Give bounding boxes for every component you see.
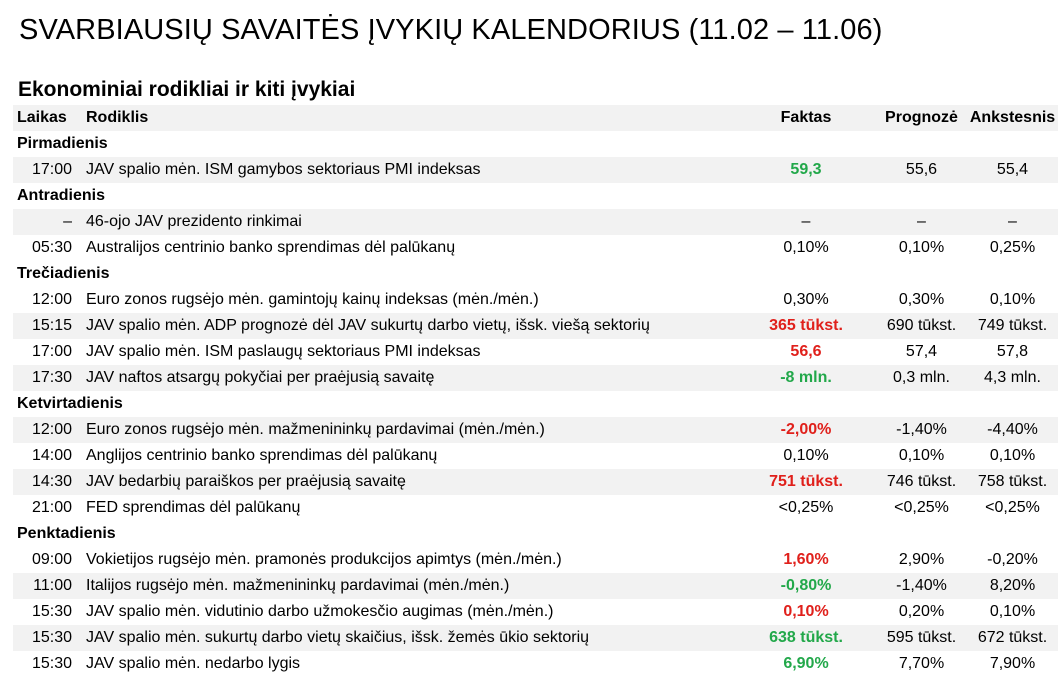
- event-forecast: 690 tūkst.: [886, 317, 957, 334]
- calendar-table: [13, 105, 1058, 677]
- table-header: [13, 105, 1058, 131]
- event-time: 17:00: [31, 343, 72, 360]
- event-indicator: JAV spalio mėn. ISM gamybos sektoriaus PMI indeksas: [86, 161, 481, 178]
- event-time: 12:00: [31, 291, 72, 308]
- event-indicator: JAV naftos atsargų pokyčiai per praėjusią savaitę: [86, 369, 435, 386]
- event-time: 15:30: [31, 603, 72, 620]
- event-forecast: 7,70%: [898, 655, 945, 672]
- table-row: [13, 417, 1058, 443]
- table-row: [13, 339, 1058, 365]
- table-row: [13, 469, 1058, 495]
- event-previous: -0,20%: [987, 551, 1038, 568]
- event-forecast: 57,4: [905, 343, 938, 360]
- event-forecast: 0,3 mln.: [893, 369, 950, 386]
- event-time: 12:00: [31, 421, 72, 438]
- event-previous: 0,25%: [989, 239, 1036, 256]
- table-row: [13, 573, 1058, 599]
- event-time: 21:00: [31, 499, 72, 516]
- header-previous: Ankstesnis: [969, 109, 1056, 126]
- event-fact: -8 mln.: [780, 369, 832, 386]
- event-previous: 7,90%: [989, 655, 1036, 672]
- event-previous: 0,10%: [989, 447, 1036, 464]
- event-time: 05:30: [31, 239, 72, 256]
- table-row: [13, 651, 1058, 677]
- day-row: [13, 261, 1058, 287]
- table-row: [13, 313, 1058, 339]
- table-body: [13, 131, 1058, 677]
- event-time: 17:00: [31, 161, 72, 178]
- event-indicator: JAV spalio mėn. sukurtų darbo vietų skaičius, išsk. žemės ūkio sektorių: [86, 629, 590, 646]
- event-indicator: JAV spalio mėn. nedarbo lygis: [86, 655, 301, 672]
- event-forecast: 2,90%: [898, 551, 945, 568]
- event-indicator: Euro zonos rugsėjo mėn. mažmenininkų pardavimai (mėn./mėn.): [86, 421, 545, 438]
- table-row: [13, 365, 1058, 391]
- section-title: Ekonominiai rodikliai ir kiti įvykiai: [18, 78, 356, 101]
- event-time: 15:30: [31, 655, 72, 672]
- day-label: Trečiadienis: [17, 265, 110, 282]
- event-previous: 672 tūkst.: [977, 629, 1048, 646]
- event-indicator: JAV spalio mėn. ISM paslaugų sektoriaus PMI indeksas: [86, 343, 481, 360]
- day-label: Antradienis: [17, 187, 106, 204]
- day-row: [13, 521, 1058, 547]
- table-row: [13, 287, 1058, 313]
- header-fact: Faktas: [780, 109, 832, 126]
- table-row: [13, 209, 1058, 235]
- day-label: Ketvirtadienis: [17, 395, 123, 412]
- event-indicator: 46-ojo JAV prezidento rinkimai: [86, 213, 302, 230]
- event-indicator: FED sprendimas dėl palūkanų: [86, 499, 301, 516]
- event-forecast: 0,30%: [898, 291, 945, 308]
- event-fact: <0,25%: [778, 499, 834, 516]
- header-indicator: Rodiklis: [86, 109, 149, 126]
- day-row: [13, 391, 1058, 417]
- event-forecast: -1,40%: [896, 577, 947, 594]
- event-indicator: Italijos rugsėjo mėn. mažmenininkų pardavimai (mėn./mėn.): [86, 577, 510, 594]
- event-time: 14:30: [31, 473, 72, 490]
- event-indicator: Australijos centrinio banko sprendimas dėl palūkanų: [86, 239, 456, 256]
- event-time: 15:30: [31, 629, 72, 646]
- event-indicator: Anglijos centrinio banko sprendimas dėl palūkanų: [86, 447, 438, 464]
- event-forecast: 0,10%: [898, 447, 945, 464]
- event-time: 15:15: [31, 317, 72, 334]
- event-fact: 6,90%: [783, 655, 829, 672]
- event-fact: -0,80%: [780, 577, 832, 594]
- event-forecast: 55,6: [905, 161, 938, 178]
- event-previous: –: [1008, 213, 1017, 230]
- event-forecast: 746 tūkst.: [886, 473, 957, 490]
- event-fact: 1,60%: [783, 551, 829, 568]
- event-forecast: 0,20%: [898, 603, 945, 620]
- event-previous: 0,10%: [989, 603, 1036, 620]
- day-row: [13, 131, 1058, 157]
- event-previous: 57,8: [996, 343, 1029, 360]
- event-fact: 638 tūkst.: [769, 629, 843, 646]
- event-indicator: Euro zonos rugsėjo mėn. gamintojų kainų indeksas (mėn./mėn.): [86, 291, 539, 308]
- event-fact: 56,6: [790, 343, 822, 360]
- event-fact: 0,10%: [783, 447, 829, 464]
- event-fact: 751 tūkst.: [769, 473, 843, 490]
- event-fact: –: [801, 213, 811, 230]
- event-previous: <0,25%: [985, 499, 1040, 516]
- event-previous: 8,20%: [989, 577, 1036, 594]
- event-indicator: JAV bedarbių paraiškos per praėjusią savaitę: [86, 473, 406, 490]
- event-fact: -2,00%: [780, 421, 832, 438]
- event-time: 09:00: [31, 551, 72, 568]
- event-indicator: Vokietijos rugsėjo mėn. pramonės produkcijos apimtys (mėn./mėn.): [86, 551, 562, 568]
- event-time: 14:00: [31, 447, 72, 464]
- table-row: [13, 625, 1058, 651]
- event-previous: 55,4: [996, 161, 1029, 178]
- event-forecast: 0,10%: [898, 239, 945, 256]
- day-row: [13, 183, 1058, 209]
- event-fact: 365 tūkst.: [769, 317, 843, 334]
- header-time: Laikas: [17, 109, 67, 126]
- table-row: [13, 157, 1058, 183]
- event-forecast: 595 tūkst.: [886, 629, 957, 646]
- event-indicator: JAV spalio mėn. vidutinio darbo užmokesčio augimas (mėn./mėn.): [86, 603, 554, 620]
- event-fact: 0,10%: [783, 239, 829, 256]
- event-fact: 0,30%: [783, 291, 829, 308]
- event-fact: 0,10%: [783, 603, 829, 620]
- event-forecast: <0,25%: [894, 499, 949, 516]
- table-row: [13, 443, 1058, 469]
- event-indicator: JAV spalio mėn. ADP prognozė dėl JAV sukurtų darbo vietų, išsk. viešą sektorių: [86, 317, 650, 334]
- event-fact: 59,3: [790, 161, 822, 178]
- event-previous: 758 tūkst.: [977, 473, 1048, 490]
- event-forecast: -1,40%: [896, 421, 947, 438]
- day-label: Pirmadienis: [17, 135, 108, 152]
- table-row: [13, 599, 1058, 625]
- event-time: 17:30: [31, 369, 72, 386]
- event-time: –: [63, 213, 72, 230]
- event-previous: 749 tūkst.: [977, 317, 1048, 334]
- event-forecast: –: [917, 213, 926, 230]
- event-time: 11:00: [33, 577, 72, 594]
- table-row: [13, 495, 1058, 521]
- header-forecast: Prognozė: [885, 109, 958, 126]
- table-row: [13, 235, 1058, 261]
- table-row: [13, 547, 1058, 573]
- event-previous: 0,10%: [989, 291, 1036, 308]
- event-previous: 4,3 mln.: [984, 369, 1041, 386]
- page-title: SVARBIAUSIŲ SAVAITĖS ĮVYKIŲ KALENDORIUS (11.02 – 11.06): [19, 14, 883, 46]
- event-previous: -4,40%: [987, 421, 1038, 438]
- day-label: Penktadienis: [17, 525, 116, 542]
